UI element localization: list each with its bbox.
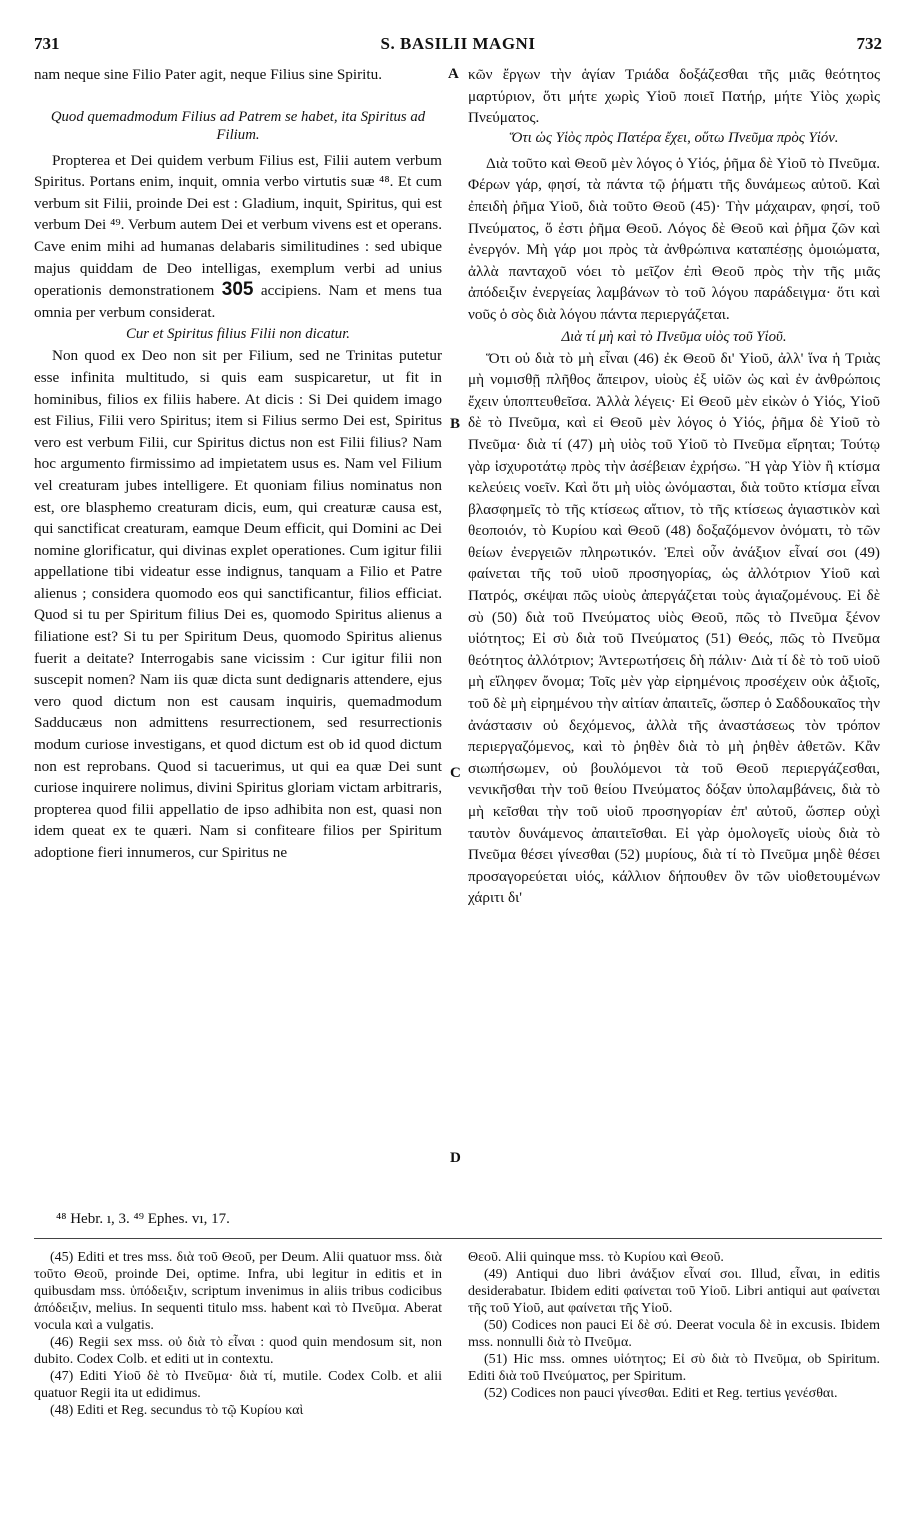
greek-paragraph-0: κῶν ἔργων τὴν ἁγίαν Τριάδα δοξάζεσθαι τῆς μιᾶς θεότητος μαρτύριον, ὅτι μήτε χωρὶς Υἱοῦ ποιεῖ Πατήρ, μήτε Υἱὸς χωρὶς Πνεύματος. (468, 66, 880, 127)
greek-column (468, 64, 880, 909)
margin-mark-b: B (450, 416, 461, 432)
notes-left (34, 1249, 442, 1419)
page-number-left: 731 (34, 34, 60, 53)
greek-heading-1: Ὅτι ὡς Υἱὸς πρὸς Πατέρα ἔχει, οὕτω Πνεῦμα πρὸς Υἱόν. (509, 129, 839, 146)
note-52: (52) Codices non pauci γίνεσθαι. Editi et Reg. tertius γενέσθαι. (484, 1386, 838, 1401)
column-number: 305 (221, 279, 254, 301)
note-51: (51) Hic mss. omnes υἱότητος; Εἰ σὺ διὰ τὸ Πνεῦμα, ob Spiritum. Editi διὰ τοῦ Πνεύματος, per Spiritum. (468, 1352, 880, 1384)
note-49: (49) Antiqui duo libri ἀνάξιον εἶναί σοι. Illud, εἶναι, in editis desiderabatur. Ibidem editi φαίνεται τοῦ Υἱοῦ. Libri antiqui aut φαίνεται τῆς τοῦ Υἱοῦ, aut φαίνεται τῆς Υἱοῦ. (468, 1267, 880, 1316)
margin-mark-a: A (448, 66, 459, 82)
note-48: (48) Editi et Reg. secundus τὸ τῷ Κυρίου καὶ (50, 1403, 304, 1418)
note-46: (46) Regii sex mss. οὐ διὰ τὸ εἶναι : quod quin mendosum sit, non dubito. Codex Colb. et editi ut in contextu. (34, 1335, 442, 1367)
latin-paragraph-1-text-b: accipiens. Nam et mens tua omnia per verbum considerat. (34, 282, 442, 321)
margin-mark-d: D (450, 1150, 461, 1166)
page-number-right: 732 (856, 34, 882, 53)
latin-paragraph-1-text-a: Propterea et Dei quidem verbum Filius est, Filii autem verbum Spiritus. Portans enim, inquit, omnia verbo virtutis suæ ⁴⁸. Et cum verbum sit Filii, proinde Dei est : Gladium, inquit, Spiritus, qui est verbum Dei ⁴⁹. Verbum autem Dei et verbum vivens est et operans. Cave enim mihi ad humanas delabaris similitudines : sed ubique majus quiddam de Deo intelligas, exemplum verbi ad unius operationis demonstrationem (34, 151, 442, 300)
page-header (34, 34, 882, 58)
greek-heading-2: Διὰ τί μὴ καὶ τὸ Πνεῦμα υἱὸς τοῦ Υἱοῦ. (561, 328, 787, 345)
note-48-cont: Θεοῦ. Alii quinque mss. τὸ Κυρίου καὶ Θεοῦ. (468, 1250, 724, 1265)
scripture-footnote: ⁴⁸ Hebr. ı, 3. ⁴⁹ Ephes. vı, 17. (56, 1211, 230, 1227)
note-50: (50) Codices non pauci Εἰ δὲ σύ. Deerat vocula δὲ in excusis. Ibidem mss. nonnulli διὰ τὸ Πνεῦμα. (468, 1318, 880, 1350)
margin-mark-c: C (450, 765, 461, 781)
latin-heading-1: Quod quemadmodum Filius ad Patrem se habet, ita Spiritus ad Filium. (50, 108, 426, 143)
greek-paragraph-2: Ὅτι οὐ διὰ τὸ μὴ εἶναι (46) ἐκ Θεοῦ δι' Υἱοῦ, ἀλλ' ἵνα ἡ Τριὰς μὴ νομισθῇ πλῆθος ἄπειρον, υἱοὺς ἐξ υἱῶν ὡς καὶ ἐν ἀνθρώποις ἔχειν ὑποπτευθεῖσα. Ἀλλὰ λέγεις· Εἰ Θεοῦ μὲν εἰκὼν ὁ Υἱός, Υἱοῦ δὲ τὸ Πνεῦμα, καὶ εἰ Θεοῦ μὲν λόγος ὁ Υἱός, ῥῆμα δὲ Υἱοῦ τὸ Πνεῦμα· διὰ τί (47) μὴ υἱὸς τοῦ Υἱοῦ τὸ Πνεῦμα εἴρηται; Τούτῳ γὰρ ἰσχυροτάτῳ πρὸς τὴν ἀσέβειαν ἐχρήσω. Ἢ γὰρ Υἱὸν ἢ κτίσμα κελεύεις νοεῖν. Καὶ ὅτι μὴ υἱὸς ὠνόμασται, διὰ τοῦτο κτίσμα εἶναι βλασφημεῖς τὸ τῆς κτίσεως αἴτιον, τὸ τῆς κτίσεως ἁγιαστικὸν καὶ θεοποιόν, τὸ Κυρίου καὶ Θεοῦ (48) δοξαζόμενον ὀνόματι, τὸ τῶν θείων ἐνεργειῶν πληρωτικόν. Ἐπεὶ οὖν ἀνάξιον εἶναί σοι (49) φαίνεται τῆς τοῦ υἱοῦ προσηγορίας, ὡς ἀλλότριον Υἱοῦ καὶ Πατρός, σκέψαι πῶς υἱοὺς ἀπεργάζεται τοὺς ἁγιαζομένους. Εἰ δὲ σὺ (50) διὰ τοῦ Πνεύματος υἱὸς Θεοῦ, πῶς τὸ Πνεῦμα ξένον υἱότητος; Εἰ σὺ διὰ τοῦ Πνεύματος (51) Θεός, πῶς τὸ Πνεῦμα θεότητος ἀλλότριον; Ἀντερωτήσεις δὴ πάλιν· Διὰ τί δὲ τὸ τοῦ υἱοῦ μὴ εἴληφεν ὄνομα; Τοῖς μὲν γὰρ εἰρημένοις προσέχειν οὐκ ἀξιοῖς, τοῦ δὲ μὴ εἰρημένου τὴν αἰτίαν ἀπαιτεῖς, ὥσπερ ὁ Σαδδουκαῖος τὴν ἀνάστασιν οὐ δεχόμενος, ἀλλὰ τῆς ἀναστάσεως τὸν τρόπον περιεργαζόμενος, καὶ τὸ ῥηθὲν διὰ τὸ μὴ ῥηθὲν ἀθετῶν. Κἂν σιωπήσωμεν, οὐ βουλόμενοι τὰ τοῦ Θεοῦ περιεργάζεσθαι, νενικῆσθαι τὴν τοῦ θείου Πνεύματος δόξαν ὑπολαμβάνεις, διὰ τὸ μὴ κεῖσθαι τὴν τοῦ υἱοῦ προσηγορίαν ἐπ' αὐτοῦ, ὥσπερ οὐχὶ ταυτὸν δυνάμενος ἀπαιτεῖσθαι. Εἰ γὰρ ὁμολογεῖς υἱοὺς διὰ τὸ Πνεῦμα θέσει γίνεσθαι (52) μυρίους, διὰ τί τὸ Πνεῦμα μηδὲ θέσει προσαγορεύεται υἱός, κάλλιον δήπουθεν ὂν τῶν υἱοθετουμένων χάριτι δι' (468, 349, 880, 907)
note-47: (47) Editi Υἱοῦ δὲ τὸ Πνεῦμα· διὰ τί, mutile. Codex Colb. et alii quatuor Regii ita ut edidimus. (34, 1369, 442, 1401)
notes-divider (34, 1238, 882, 1239)
latin-column (34, 64, 442, 864)
latin-paragraph-2: Non quod ex Deo non sit per Filium, sed ne Trinitas putetur esse infinita multitudo, si quis eam suspicaretur, ut fit in hominibus, filios ex filiis habere. At dicis : Si Dei quidem imago est Filius, Filii vero Spiritus; item si Filius sermo Dei est, Spiritus vero est verbum Filii, cur Spiritus dictus non est Filii filius? Nam hoc argumento firmissimo ad impietatem usus es. Nam vel Filium vel creaturam jubes intelligere. Et quoniam filius nominatus non est, ore blasphemo creaturam dicis, eum, qui creaturæ causa est, qui sanctificat creaturam, eamque Deum efficit, qui Domini ac Dei nomine glorificatur, qui divinas explet operationes. Cum igitur filii appellatione tibi videatur esse indignus, tanquam a Filio et Patre alienus ; considera quomodo eos qui sanctificantur, filios efficiat. Quod si tu per Spiritum filius Dei es, quomodo Spiritus alienus a filiatione est? Si tu per Spiritum Deus, quomodo Spiritus alienus fuerit a deitate? Interrogabis sane vicissim : Cur igitur filii non suscepit nomen? Nam iis quæ dicta sunt dedignaris attendere, ejus vero quod dictum non est causam inquiris, quemadmodum Sadducæus non admittens resurrectionem, sed resurrectionis modum curiose investigans, et quod dictum est ob id quod dictum non est reprobans. Quod si tacuerimus, ut qui ea quæ Dei sunt curiose inquirere nolimus, divini Spiritus gloriam victam arbitraris, propterea quod filii appellatio de ipso adhibita non est, quasi non idem queat ex te quæri. Nam si confiteare filios per Spiritum adoptione fieri innumeros, cur Spiritus ne (34, 347, 442, 861)
notes-right (468, 1249, 880, 1402)
note-45: (45) Editi et tres mss. διὰ τοῦ Θεοῦ, per Deum. Alii quatuor mss. διὰ τοῦτο Θεοῦ, proinde Dei, optime. Infra, ubi legitur in editis et in quibusdam mss. ὑπόδειξιν, scriptum invenimus in aliis tribus codicibus ἀπόδειξιν, melius. In sequenti titulo mss. habent καὶ τὸ Πνεῦμα. Aberat vocula καὶ a vulgatis. (34, 1250, 442, 1333)
latin-paragraph-0: nam neque sine Filio Pater agit, neque Filius sine Spiritu. (34, 66, 383, 83)
latin-heading-2: Cur et Spiritus filius Filii non dicatur. (125, 326, 351, 343)
running-title: S. BASILII MAGNI (380, 34, 536, 53)
latin-paragraph-1 (34, 150, 442, 324)
greek-paragraph-1: Διὰ τοῦτο καὶ Θεοῦ μὲν λόγος ὁ Υἱός, ῥῆμα δὲ Υἱοῦ τὸ Πνεῦμα. Φέρων γάρ, φησί, τὰ πάντα τῷ ῥήματι τῆς δυνάμεως αὐτοῦ. Καὶ ἐπειδὴ ῥῆμα Υἱοῦ, διὰ τοῦτο Θεοῦ (45)· Τὴν μάχαιραν, φησί, τοῦ Πνεύματος, ὅ ἐστι ῥῆμα Θεοῦ. Λόγος δὲ Θεοῦ καὶ ῥῆμα ζῶν καὶ ἐνεργόν. Μὴ γάρ μοι πρὸς τὰ ἀνθρώπινα καταπέσῃς ὁμοιώματα, ἀλλὰ πανταχοῦ νόει τὸ μεῖζον ἐπὶ Θεοῦ πρὸς τὴν τῆς μιᾶς ἀπόδειξιν ἐνεργείας λαμβάνων τὸ τοῦ λόγου παράδειγμα· ὅτι καὶ νοῦς ὁ σὸς διὰ λόγου πάντα περιεργάζεται. (468, 154, 880, 323)
